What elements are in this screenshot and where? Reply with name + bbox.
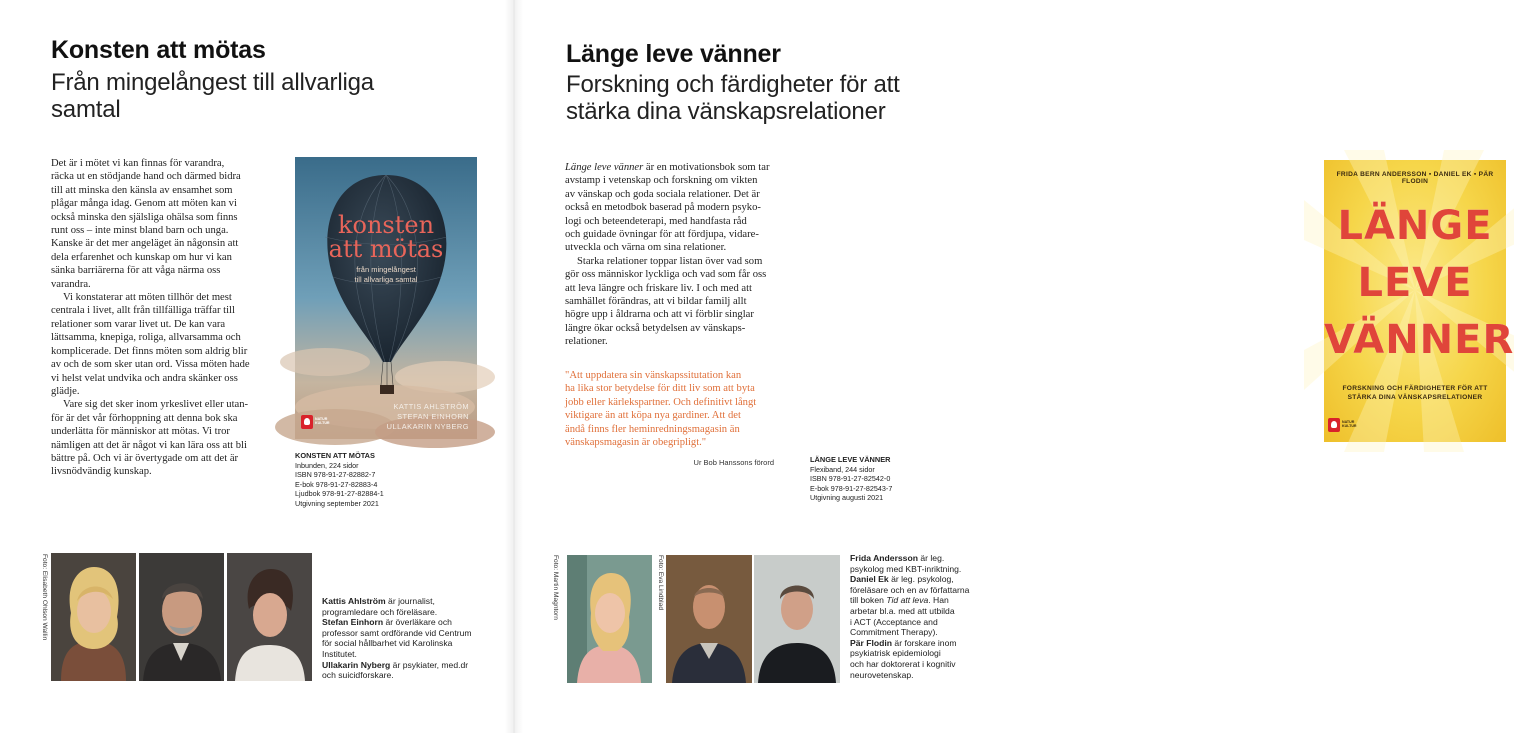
left-page [0,0,514,733]
left-book-title: Konsten att mötas [51,36,266,64]
left-paragraph-1: Det är i mötet vi kan finnas för varandra, räcka ut en stödjande hand och därmed bidra till att minska den känsla av ensamhet som plågar många idag. Genom att möten kan vi också minska den själsliga ohälsa som finns runt oss – inte minst bland barn och unga. Kanske är det mer angeläget än någonsin att dela erfarenhet och kunskap om hur vi kan sänka barriärerna för att våga närma oss varandra. [51,158,241,290]
right-body-text [565,161,805,349]
right-paragraph-1: Länge leve vänner är en motivationsbok som tar avstamp i vetenskap och forskning om vikten av vänskap och goda sociala relationer. Det är också en metodbok baserad på modern psyko- logi och beteendeterapi, med handfasta råd och guidade övningar för att fördjupa, vidare- utveckla och värna om sina relationer. [565,162,770,254]
left-body-text [51,157,281,479]
right-meta-line: E-bok 978-91-27-82543-7 [810,483,893,493]
cover1-subtitle-line2: till allvarliga samtal [354,275,418,284]
right-photo-credit-1: Foto: Martin Magntorn [552,555,559,620]
cover1-author-1: KATTIS AHLSTRÖM [393,402,469,411]
author-photo-ullakarin-nyberg [227,553,312,681]
bio-line: psykiatrisk epidemiologi [850,648,941,659]
bio-ullakarin: Ullakarin Nyberg är psykiater, med.dr och suicidforskare. [322,659,469,681]
left-paragraph-2: Vi konstaterar att möten tillhör det mest centrala i livet, allt från tillfälliga träffar till relationer som varar livet ut. De kan vara lättsamma, knepiga, roliga, allvarsamma och komplicerade. Det finns möten som aldrig blir av och de som sker utan ord. Vissa möten hade vi helst velat undvika och andra skänker oss glädje. [51,292,250,397]
right-meta-line: ISBN 978-91-27-82542-0 [810,474,891,484]
cover1-title-line2: att mötas [328,235,444,263]
bio-line: neurovetenskap. [850,669,914,680]
bio-stefan: Stefan Einhorn är överläkare och professor samt ordförande vid Centrum för social hållbarhet vid Karolinska Institutet. [322,617,472,659]
left-meta-line: Utgivning september 2021 [295,498,379,508]
left-author-bios [322,596,472,681]
right-book-subtitle [566,71,900,125]
right-subtitle-line: stärka dina vänskapsrelationer [566,98,886,125]
pull-quote: "Att uppdatera sin vänskapssitutation kan ha lika stor betydelse för ditt liv som att byta jobb eller kärlekspartner. Och definitivt långt viktigare än att köpa nya gardiner. Att det ändå finns fler heminredningsmagasin än vänskapsmagasin är obegripligt." [565,370,757,449]
natur-kultur-logo: NATUR KULTUR [1328,418,1354,434]
cover2-title-line3: VÄNNER [1324,317,1514,363]
left-meta-line: ISBN 978-91-27-82882-7 [295,470,376,480]
right-page [514,0,1514,733]
right-paragraph-2: Starka relationer toppar listan över vad som gör oss människor lyckliga och vad som får oss att leva längre och friskare liv. I och med att samhället förändras, att vi bildar familj allt högre upp i åldrarna och att vi förblir singlar längre ökar också betydelsen av vänskaps- relationer. [565,255,767,348]
cover1-author-3: ULLAKARIN NYBERG [386,422,469,431]
left-meta-line: Inbunden, 224 sidor [295,460,359,470]
bio-line: i ACT (Acceptance and [850,616,938,627]
right-photo-credit-2: Foto: Eva Lindblad [657,555,664,610]
author-photo-stefan-einhorn [139,553,224,681]
bio-line: till boken Tid att leva. Han [850,595,949,606]
quote-source: Ur Bob Hanssons förord [693,458,774,467]
bio-line: Pär Flodin är forskare inom [850,637,957,648]
page-fold [505,0,523,733]
balloon-illustration [295,157,477,439]
cover2-subtitle-line1: FORSKNING OCH FÄRDIGHETER FÖR ATT [1342,385,1488,392]
right-book-title: Länge leve vänner [566,40,781,68]
bio-line: psykolog med KBT-inriktning. [850,563,962,574]
author-photo-daniel-ek [666,555,752,683]
bio-line: Frida Andersson är leg. [850,553,945,563]
author-photo-frida-andersson [567,555,652,683]
natur-kultur-logo: NATUR KULTUR [301,415,327,431]
author-photo-kattis-ahlstrom [51,553,136,681]
cover2-title-line2: LEVE [1357,260,1473,306]
left-meta-line: Ljudbok 978-91-27-82884-1 [295,489,384,499]
right-meta-line: Flexiband, 244 sidor [810,464,875,474]
right-subtitle-line: Forskning och färdigheter för att [566,71,900,98]
cover1-subtitle-line1: från mingelångest [356,265,416,274]
book-cover-lange-leve-vanner [1324,160,1514,442]
cover1-title-line1: konsten [337,211,435,239]
author-photo-par-flodin [754,555,840,683]
right-author-bios [850,553,980,680]
left-photo-credit: Foto: Elisabeth Ohlson Wallin [41,554,48,641]
left-book-meta [295,451,384,509]
left-meta-line: E-bok 978-91-27-82883-4 [295,479,378,489]
cover2-subtitle-line2: STÄRKA DINA VÄNSKAPSRELATIONER [1347,394,1483,401]
cover2-title-line1: LÄNGE [1337,203,1493,249]
left-meta-title: KONSTEN ATT MÖTAS [295,451,375,460]
bio-line: föreläsare och en av författarna [850,584,970,595]
bio-kattis: Kattis Ahlström är journalist, programledare och föreläsare. [322,596,438,617]
cover1-author-2: STEFAN EINHORN [397,412,469,421]
right-meta-title: LÄNGE LEVE VÄNNER [810,455,891,464]
book-cover-konsten-att-motas [295,157,477,439]
bio-line: arbetar bl.a. med att utbilda [850,605,955,616]
bio-line: och har doktorerat i kognitiv [850,658,956,669]
left-paragraph-3: Vare sig det sker inom yrkeslivet eller utan- för är det vår förhoppning att denna bok ska underlätta för människor att mötas. Vi tror nämligen att det är något vi kan lära oss att bli bättre på. Och vi är övertygade om att det är livsnödvändig kunskap. [51,399,249,478]
bio-line: Commitment Therapy). [850,627,938,638]
bio-line: Daniel Ek är leg. psykolog, [850,574,954,585]
left-subtitle-line: Från mingelångest till allvarliga [51,69,374,96]
left-book-subtitle [51,69,374,123]
left-subtitle-line: samtal [51,96,121,123]
cover2-authors: FRIDA BERN ANDERSSON ▪ DANIEL EK ▪ PÄR FLODIN [1336,171,1494,185]
right-meta-line: Utgivning augusti 2021 [810,493,884,503]
right-book-meta [810,455,892,503]
